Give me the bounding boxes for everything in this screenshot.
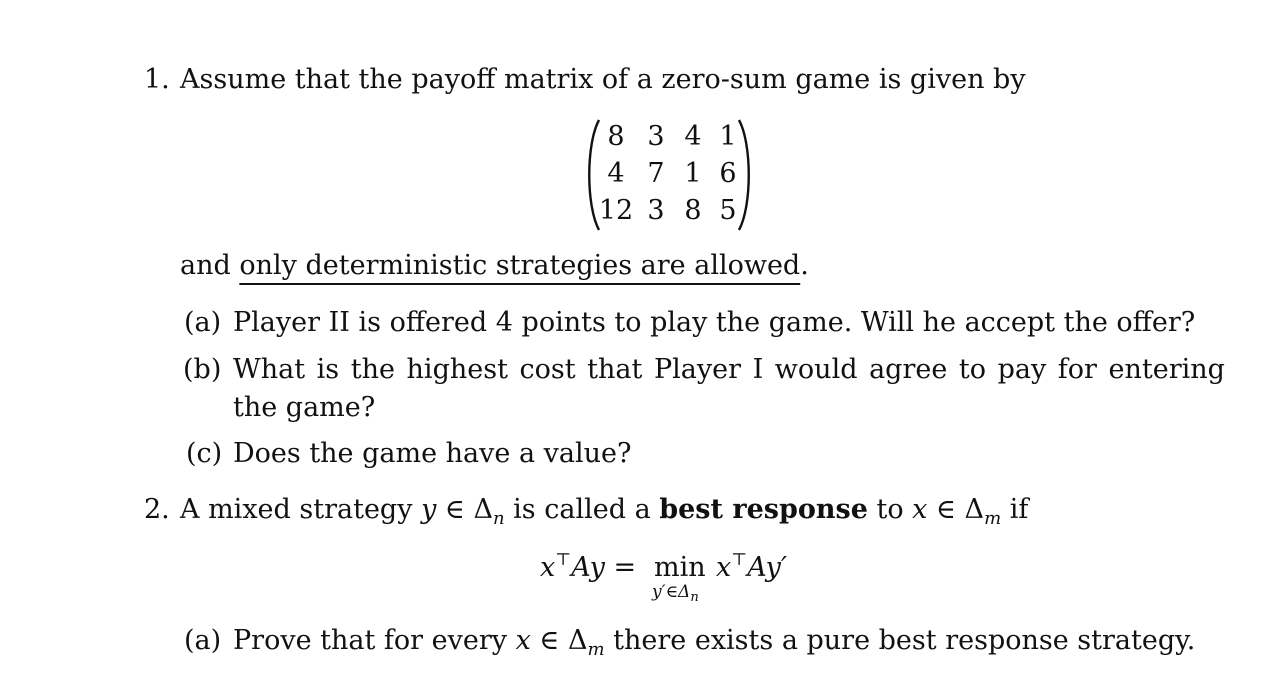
best-response-term: best response [659,494,868,525]
matrix-cell: 1 [684,158,702,189]
part-label-b: (b) [183,354,222,385]
problem-2-number: 2. [144,494,170,525]
payoff-matrix [582,118,756,232]
min-subscript-n: n [690,590,699,605]
lhs-expression: Ay [571,552,605,583]
matrix-cell: 8 [607,121,625,152]
var-y: y [421,494,437,525]
matrix-cell: 1 [719,121,737,152]
transpose-symbol: ⊤ [731,550,748,570]
matrix-cell: 7 [647,158,665,189]
rhs-expression: Ay′ [747,552,788,583]
var-x: x [912,494,928,525]
matrix-cell: 12 [598,195,634,226]
in-delta: ∈ Δ [436,494,493,525]
formula-lhs [540,552,636,583]
part-a-text-post: there exists a pure best response strategy. [604,625,1196,656]
subscript-n: n [492,508,505,529]
problem-1-number: 1. [144,64,170,95]
intro-text: is called a [504,494,660,525]
matrix-cell: 5 [719,195,737,226]
matrix-cell: 6 [719,158,737,189]
subscript-m: m [984,508,1002,529]
part-b-text-line1: What is the highest cost that Player I would agree to pay for entering [233,354,1225,385]
problem-1-intro: Assume that the payoff matrix of a zero-sum game is given by [180,64,1026,95]
var-x: x [716,552,732,583]
part-label-a: (a) [184,307,222,338]
and-text: and [180,250,240,281]
intro-text: if [1001,494,1029,525]
part-label-c: (c) [186,438,223,469]
matrix-cell: 3 [647,195,665,226]
subscript-m: m [587,639,605,660]
part-a-text-pre: Prove that for every [233,625,516,656]
part-a-text: Player II is offered 4 points to play the game. Will he accept the offer? [233,307,1196,338]
part-b-text-line2: the game? [233,392,376,423]
intro-text: to [867,494,913,525]
period: . [800,250,809,281]
matrix-cell: 3 [647,121,665,152]
part-c-text: Does the game have a value? [233,438,632,469]
matrix-cell: 8 [684,195,702,226]
best-response-formula [540,552,820,612]
problem-2-part-a-text [233,625,1196,660]
var-x: x [515,625,531,656]
in-delta: ∈ Δ [927,494,985,525]
transpose-symbol: ⊤ [555,550,572,570]
matrix-cell: 4 [607,158,625,189]
deterministic-note [180,250,809,281]
min-operator: min [654,552,706,583]
problem-2-part-label-a: (a) [184,625,222,656]
min-subscript-text: y′∈Δ [652,582,691,602]
underlined-condition: only deterministic strategies are allowed [239,250,801,281]
intro-text: A mixed strategy [180,494,422,525]
equals-sign: = [604,552,637,583]
var-x: x [540,552,556,583]
problem-2-intro [180,494,1029,529]
formula-rhs [716,552,787,583]
matrix-cell: 4 [684,121,702,152]
min-subscript [652,582,699,605]
in-delta: ∈ Δ [530,625,588,656]
